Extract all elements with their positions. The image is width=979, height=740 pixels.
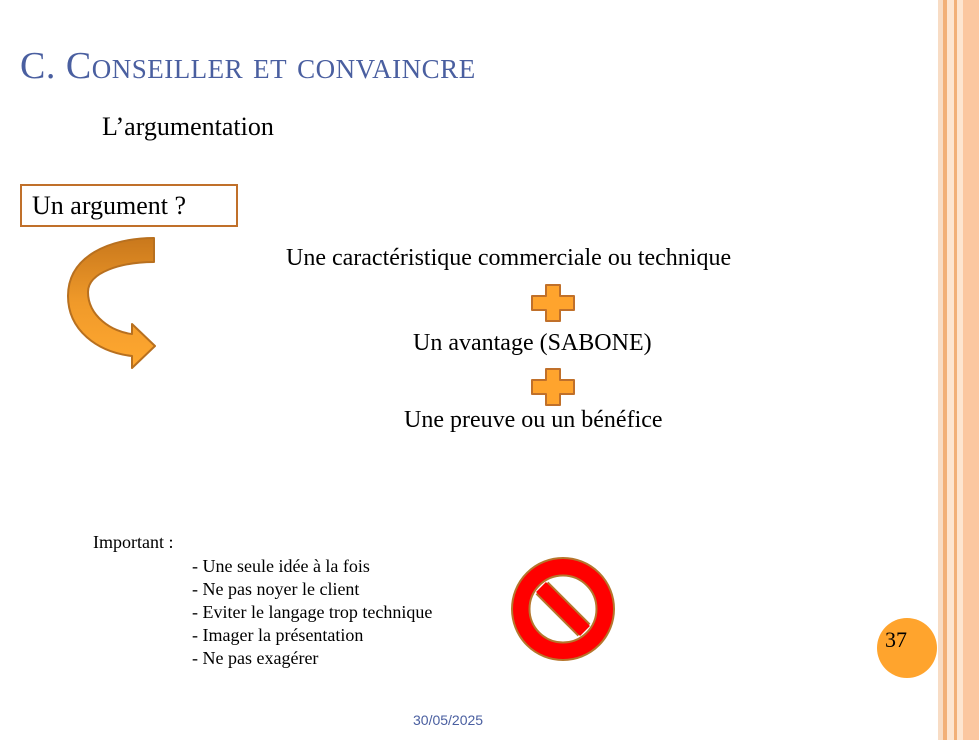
- list-item: - Ne pas exagérer: [192, 648, 319, 668]
- page-number-badge: 37: [877, 618, 937, 678]
- decor-stripe: [947, 0, 954, 740]
- list-item: - Eviter le langage trop technique: [192, 602, 433, 622]
- decor-stripe: [963, 0, 979, 740]
- slide-date: 30/05/2025: [413, 712, 484, 728]
- list-item: - Une seule idée à la fois: [192, 556, 370, 576]
- slide-title: C. Conseiller et convaincre: [20, 45, 476, 87]
- curved-arrow-icon: [62, 236, 162, 372]
- plus-icon: [531, 284, 575, 322]
- prohibited-icon: [510, 556, 616, 662]
- plus-icon: [531, 368, 575, 406]
- component-line-2: Un avantage (SABONE): [413, 330, 652, 356]
- list-item: - Ne pas noyer le client: [192, 579, 360, 599]
- component-line-1: Une caractéristique commerciale ou technique: [286, 245, 732, 271]
- list-item: - Imager la présentation: [192, 625, 364, 645]
- question-box: Un argument ?: [20, 184, 238, 227]
- slide-subtitle: L’argumentation: [102, 112, 274, 141]
- important-label: Important :: [93, 532, 174, 552]
- important-list: [192, 555, 432, 670]
- component-line-3: Une preuve ou un bénéfice: [404, 407, 663, 433]
